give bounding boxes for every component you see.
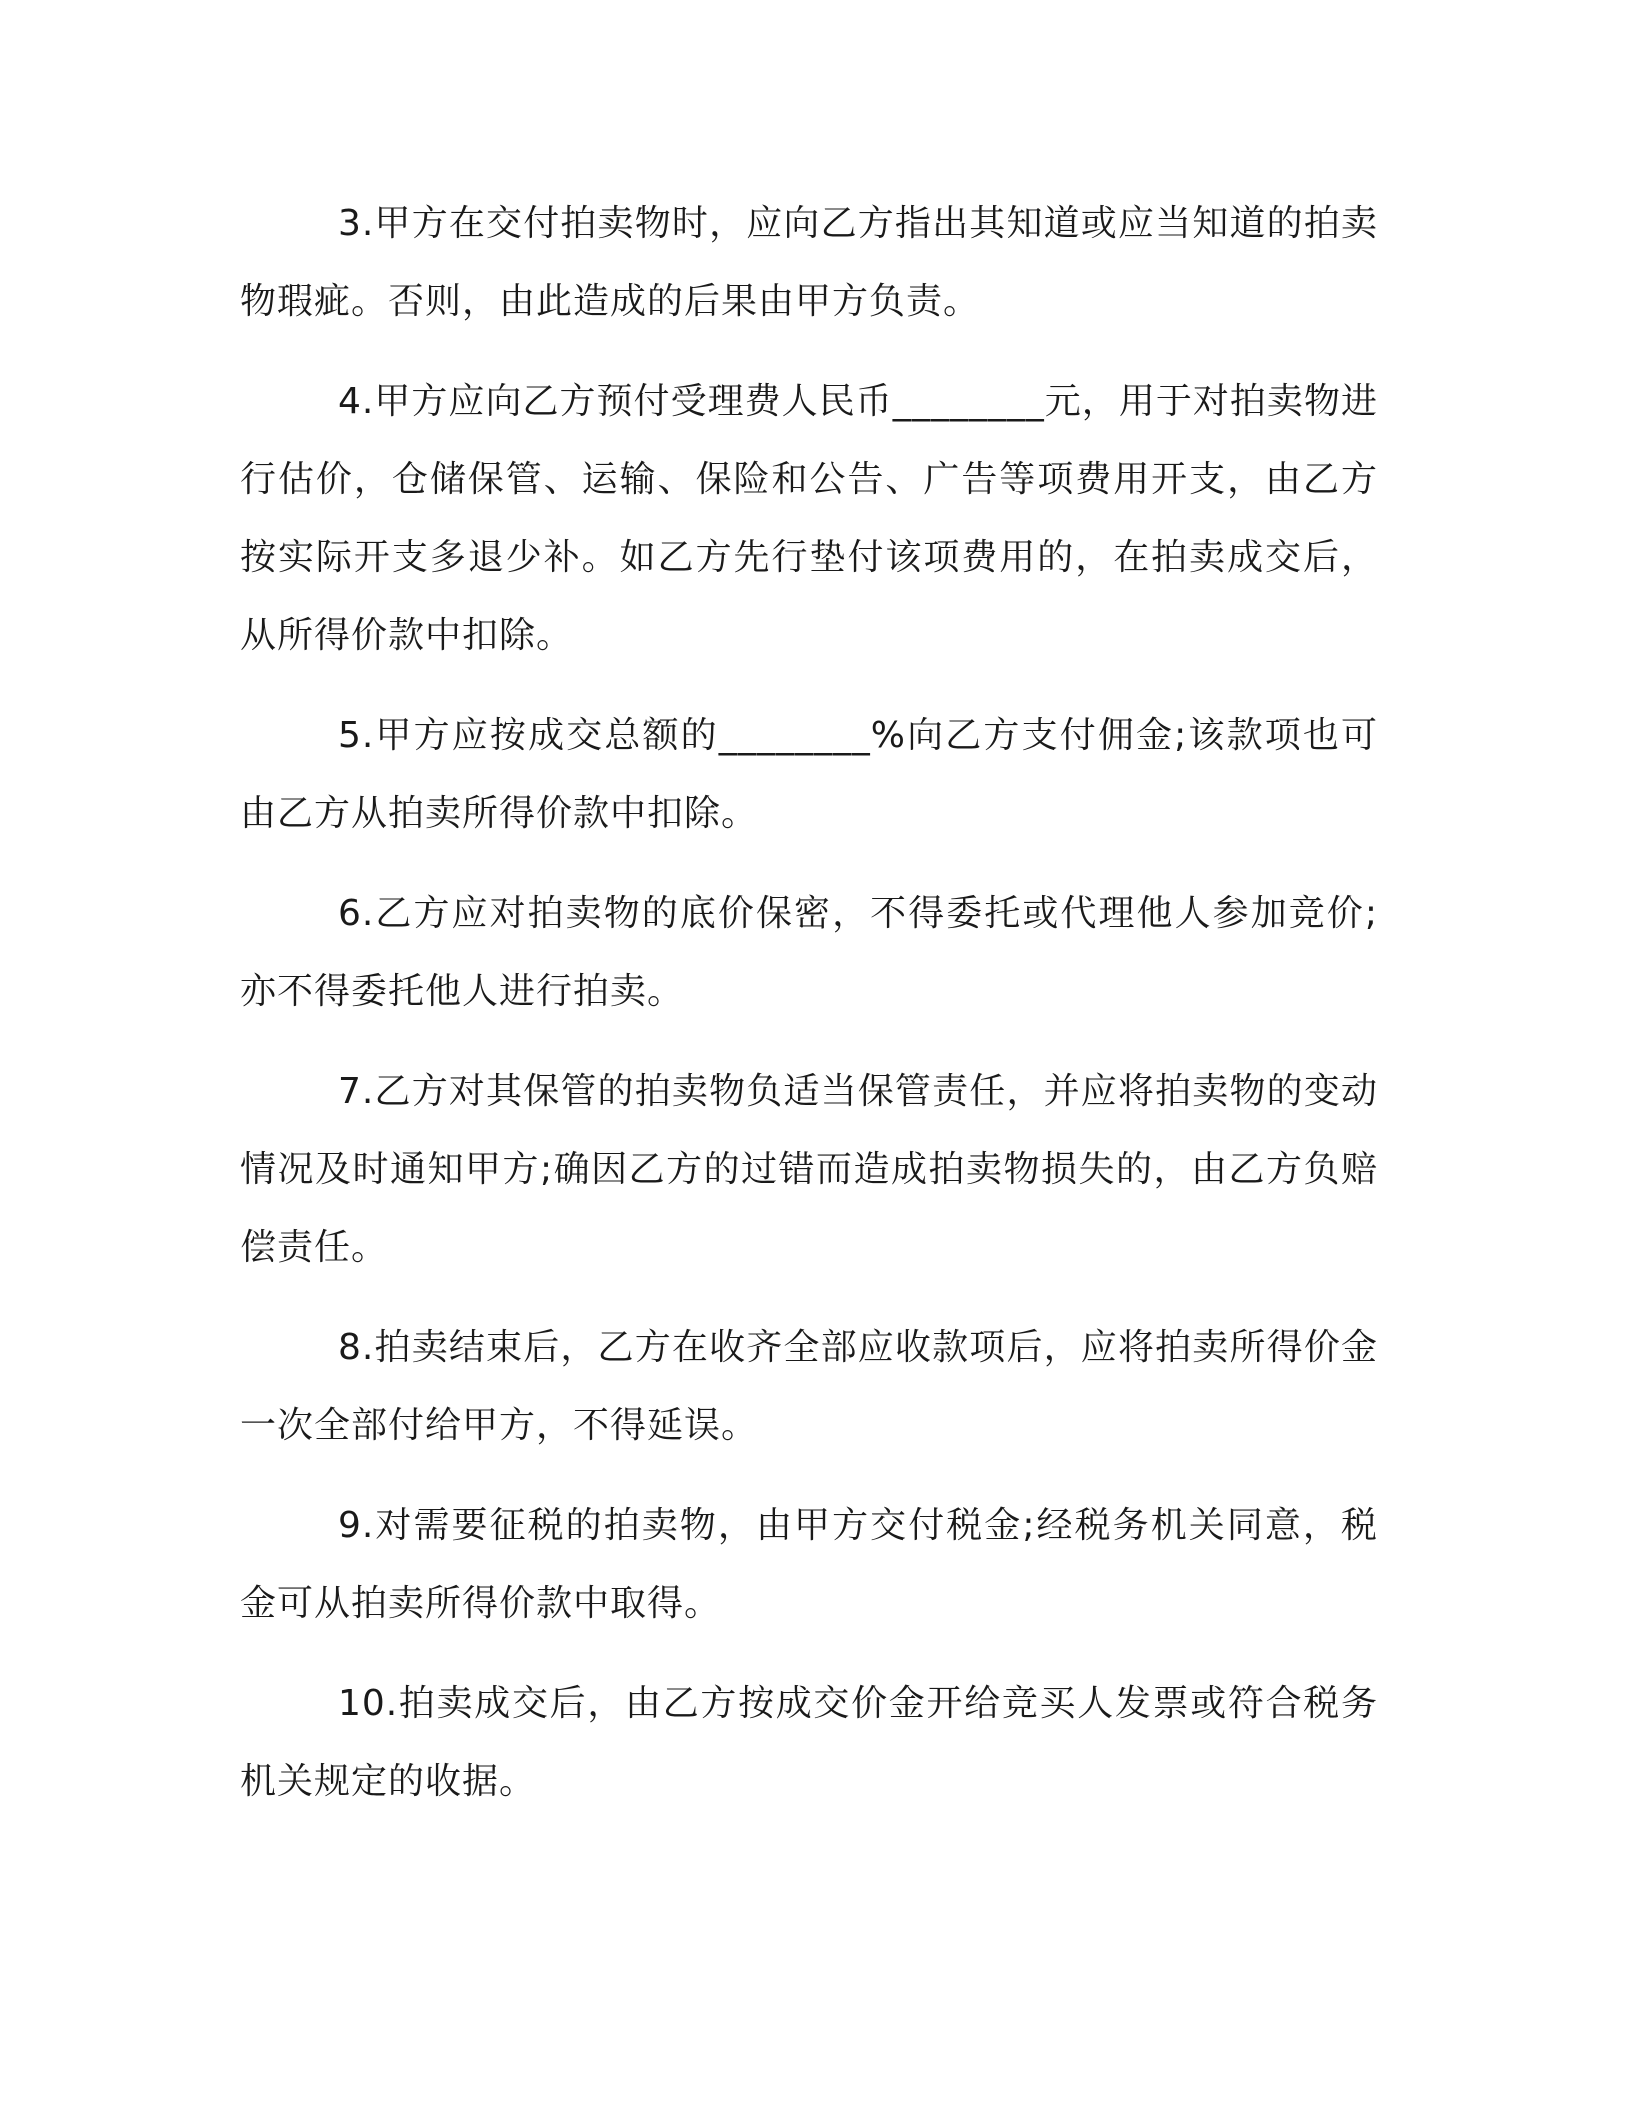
clause-9: 9.对需要征税的拍卖物，由甲方交付税金;经税务机关同意，税金可从拍卖所得价款中取得。	[240, 1505, 1378, 1624]
clause-7: 7.乙方对其保管的拍卖物负适当保管责任，并应将拍卖物的变动情况及时通知甲方;确因乙方的过错而造成拍卖物损失的，由乙方负赔偿责任。	[240, 1071, 1378, 1268]
clause-5: 5.甲方应按成交总额的________%向乙方支付佣金;该款项也可由乙方从拍卖所得价款中扣除。	[240, 715, 1378, 834]
clause-10: 10.拍卖成交后，由乙方按成交价金开给竞买人发票或符合税务机关规定的收据。	[240, 1683, 1378, 1802]
clause-3: 3.甲方在交付拍卖物时，应向乙方指出其知道或应当知道的拍卖物瑕疵。否则，由此造成的后果由甲方负责。	[240, 203, 1378, 322]
clause-8: 8.拍卖结束后，乙方在收齐全部应收款项后，应将拍卖所得价金一次全部付给甲方，不得延误。	[240, 1327, 1378, 1446]
clause-6: 6.乙方应对拍卖物的底价保密，不得委托或代理他人参加竞价;亦不得委托他人进行拍卖。	[240, 893, 1378, 1012]
clause-4: 4.甲方应向乙方预付受理费人民币________元，用于对拍卖物进行估价，仓储保管、运输、保险和公告、广告等项费用开支，由乙方按实际开支多退少补。如乙方先行垫付该项费用的，在拍卖成交后，从所得价款中扣除。	[240, 381, 1378, 656]
document-body	[240, 185, 1378, 1843]
